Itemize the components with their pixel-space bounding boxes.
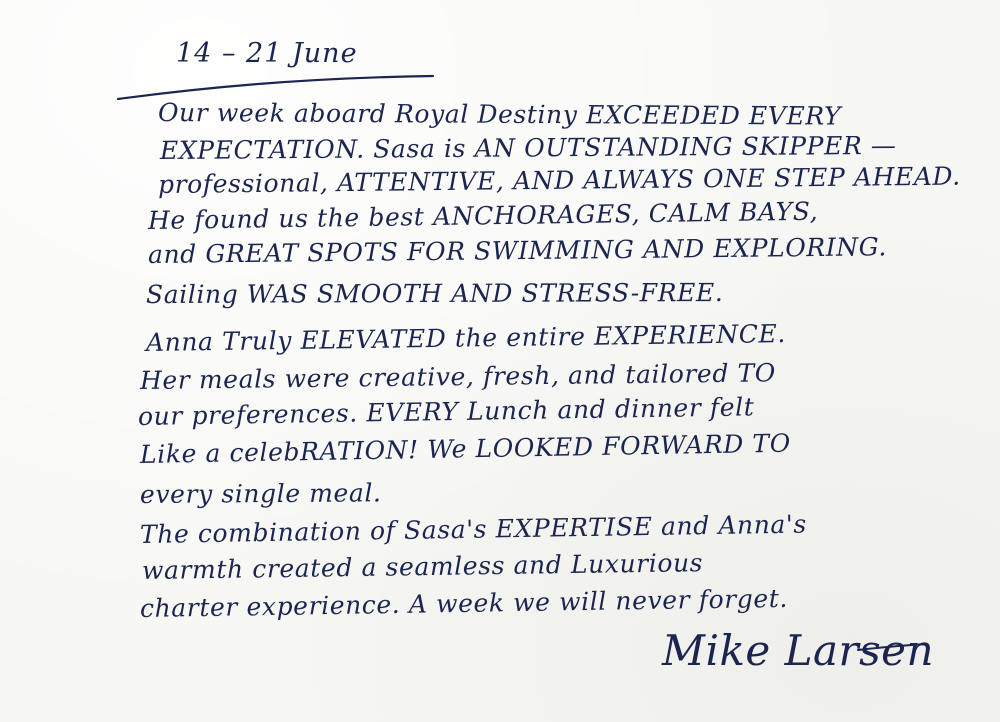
body-line: our preferences. EVERY Lunch and dinner felt: [137, 392, 755, 431]
body-line: Her meals were creative, fresh, and tailored TO: [139, 358, 777, 395]
body-line: charter experience. A week we will never forget.: [139, 583, 789, 623]
body-line: Anna Truly ELEVATED the entire EXPERIENCE.: [145, 319, 787, 357]
body-line: Like a celebRATION! We LOOKED FORWARD TO: [139, 428, 792, 469]
body-line: warmth created a seamless and Luxurious: [141, 548, 704, 585]
body-line: professional, ATTENTIVE, AND ALWAYS ONE STEP AHEAD.: [157, 161, 961, 199]
body-line: Our week aboard Royal Destiny EXCEEDED EVERY: [157, 98, 842, 131]
body-line: The combination of Sasa's EXPERTISE and Anna's: [139, 509, 808, 549]
body-line: and GREAT SPOTS FOR SWIMMING AND EXPLORING.: [147, 232, 888, 269]
signature: Mike Larsen: [662, 626, 935, 675]
body-line: EXPECTATION. Sasa is AN OUTSTANDING SKIPPER —: [159, 130, 897, 165]
body-line: He found us the best ANCHORAGES, CALM BAYS,: [147, 196, 819, 235]
body-line: every single meal.: [139, 478, 382, 509]
body-line: Sailing WAS SMOOTH AND STRESS-FREE.: [145, 277, 724, 309]
date-heading: 14 – 21 June: [176, 38, 358, 69]
